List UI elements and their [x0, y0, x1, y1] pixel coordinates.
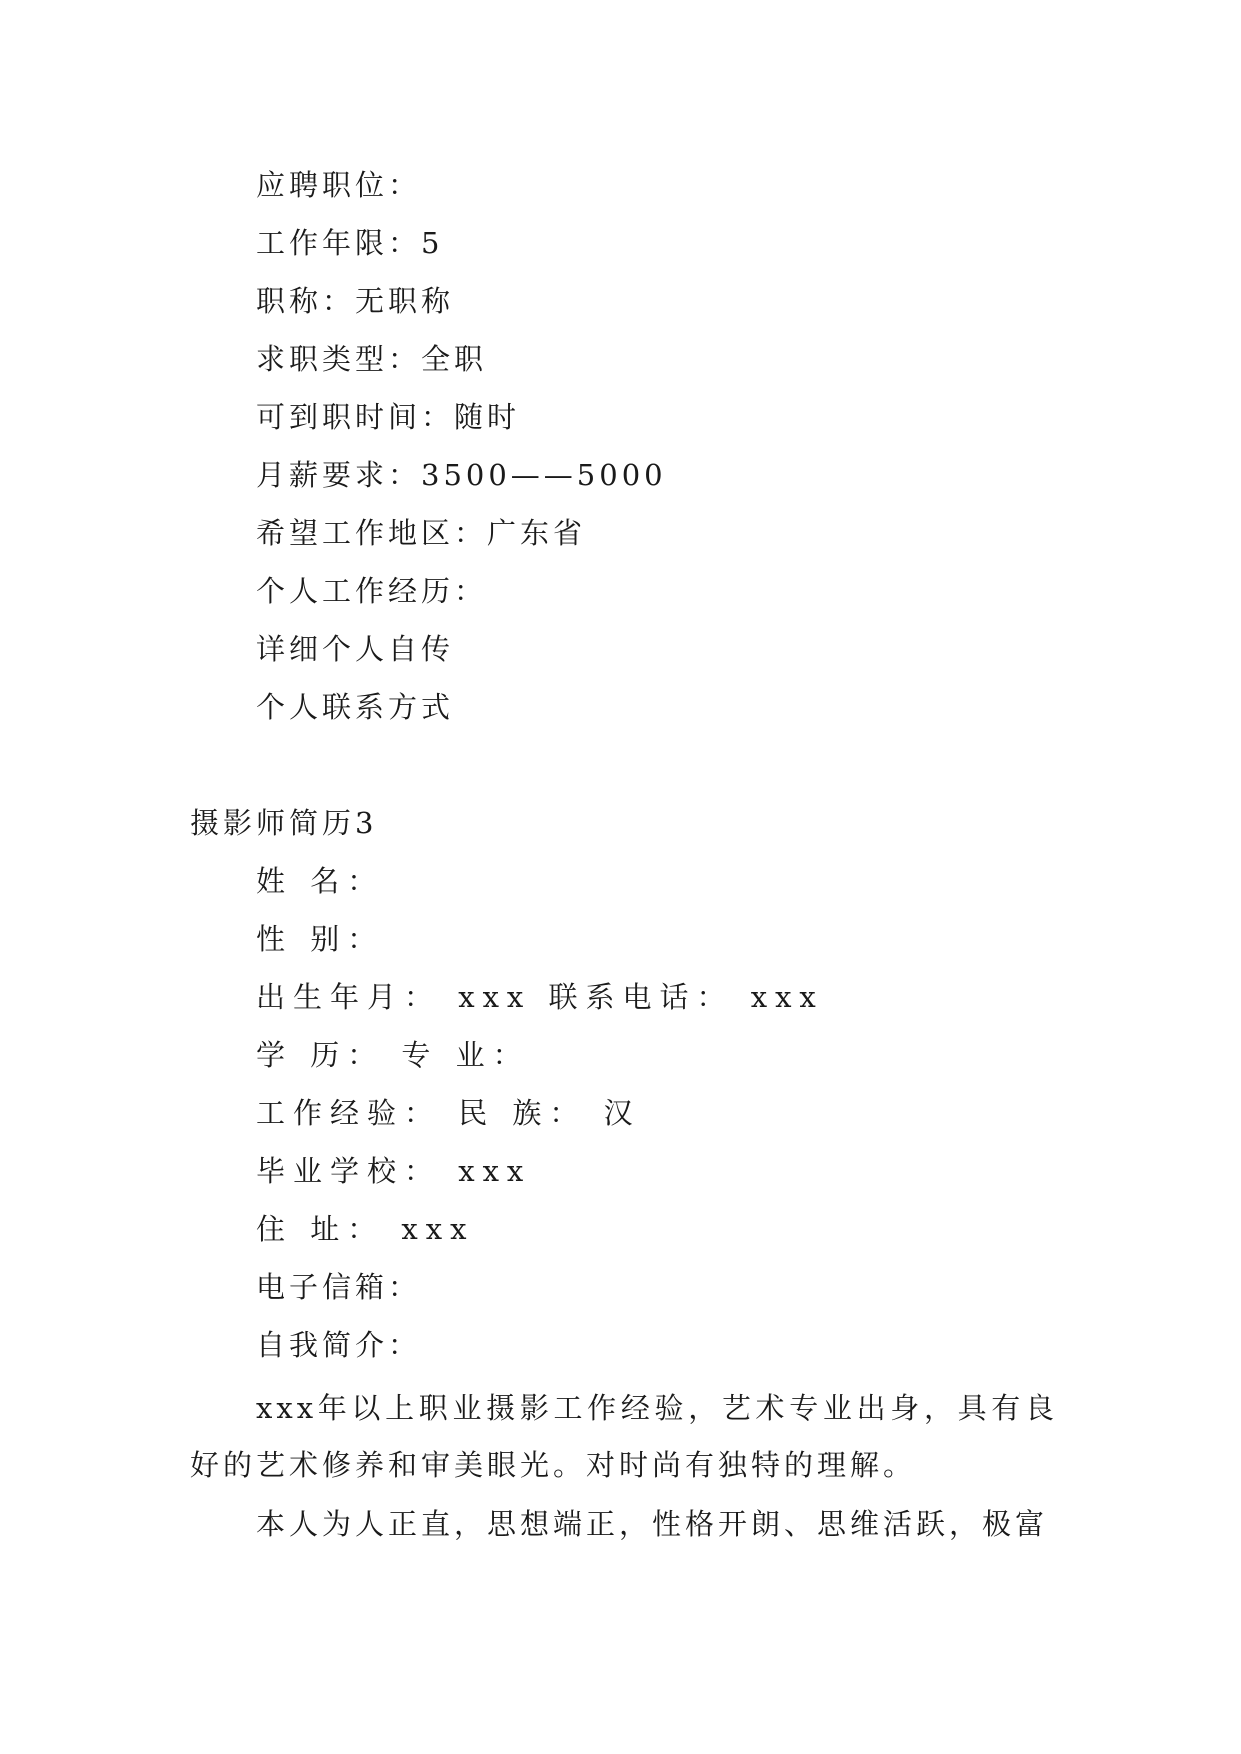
- work-experience-line: 个人工作经历：: [256, 574, 488, 608]
- intro-label: 自我简介：: [256, 1328, 422, 1362]
- salary-line: 月薪要求：3500——5000: [256, 458, 667, 492]
- job-position-line: 应聘职位：: [256, 168, 422, 202]
- gender-line: 性 别：: [256, 922, 385, 956]
- autobiography-line: 详细个人自传: [256, 632, 455, 666]
- experience-ethnicity-line: 工作经验： 民 族： 汉: [256, 1096, 641, 1130]
- school-line: 毕业学校： xxx: [256, 1154, 532, 1188]
- contact-line: 个人联系方式: [256, 690, 455, 724]
- resume-heading: 摄影师简历3: [190, 806, 378, 840]
- address-line: 住 址： xxx: [256, 1212, 475, 1246]
- education-major-line: 学 历： 专 业：: [256, 1038, 530, 1072]
- intro-paragraph: xxx年以上职业摄影工作经验，艺术专业出身，具有良好的艺术修养和审美眼光。对时尚有独特的理解。: [190, 1391, 1058, 1482]
- professional-title-line: 职称：无职称: [256, 284, 455, 318]
- region-line: 希望工作地区：广东省: [256, 516, 587, 550]
- work-years-line: 工作年限：5: [256, 226, 444, 260]
- intro-paragraph: 本人为人正直，思想端正，性格开朗、思维活跃，极富: [256, 1507, 1049, 1541]
- birth-phone-line: 出生年月： xxx 联系电话： xxx: [256, 980, 824, 1014]
- name-line: 姓 名：: [256, 864, 385, 898]
- availability-line: 可到职时间：随时: [256, 400, 521, 434]
- email-line: 电子信箱：: [256, 1270, 422, 1304]
- job-type-line: 求职类型：全职: [256, 342, 488, 376]
